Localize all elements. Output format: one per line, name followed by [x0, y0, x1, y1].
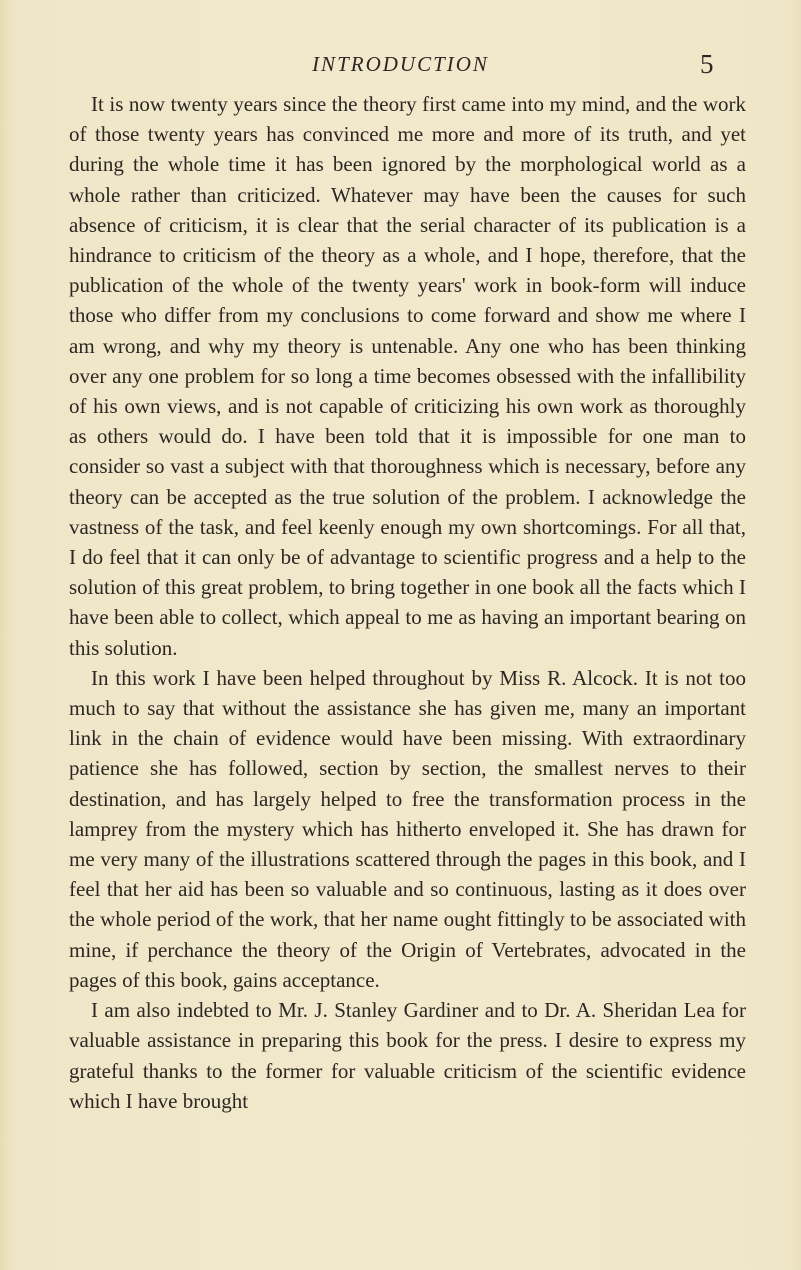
paragraph: In this work I have been helped throughout by Miss R. Alcock. It is not too much to say that without the assistance she has given me, many an important link in the chain of evidence would have been missing. With extraordinary patience she has followed, section by section, the smallest nerves to their destination, and has largely helped to free the transformation process in the lamprey from the mystery which has hitherto enveloped it. She has drawn for me very many of the illustrations scattered through the pages in this book, and I feel that her aid has been so valuable and so continuous, lasting as it does over the whole period of the work, that her name ought fittingly to be associated with mine, if perchance the theory of the Origin of Vertebrates, advocated in the pages of this book, gains acceptance. — [69, 665, 746, 992]
paragraph: It is now twenty years since the theory first came into my mind, and the work of those twenty years has convinced me more and more of its truth, and yet during the whole time it has been ignored by the morphological world as a whole rather than criticized. Whatever may have been the causes for such absence of criticism, it is clear that the serial character of its publication is a hindrance to criticism of the theory as a whole, and I hope, therefore, that the publication of the whole of the twenty years' work in book-form will induce those who differ from my conclusions to come forward and show me where I am wrong, and why my theory is untenable. Any one who has been thinking over any one problem for so long a time becomes obsessed with the infallibility of his own views, and is not capable of criticizing his own work as thoroughly as others would do. I have been told that it is impossible for one man to consider so vast a subject with that thoroughness which is necessary, before any theory can be accepted as the true solution of the problem. I acknowledge the vastness of the task, and feel keenly enough my own shortcomings. For all that, I do feel that it can only be of advantage to scientific progress and a help to the solution of this great problem, to bring together in one book all the facts which I have been able to collect, which appeal to me as having an important bearing on this solution. — [69, 92, 746, 660]
body-text — [69, 89, 746, 1116]
page-number: 5 — [700, 49, 714, 79]
paragraph: I am also indebted to Mr. J. Stanley Gardiner and to Dr. A. Sheridan Lea for valuable assistance in preparing this book for the press. I desire to express my grateful thanks to the former for valuable criticism of the scientific evidence which I have brought — [69, 998, 746, 1113]
page-header — [0, 44, 801, 84]
running-title: INTRODUCTION — [312, 52, 489, 76]
